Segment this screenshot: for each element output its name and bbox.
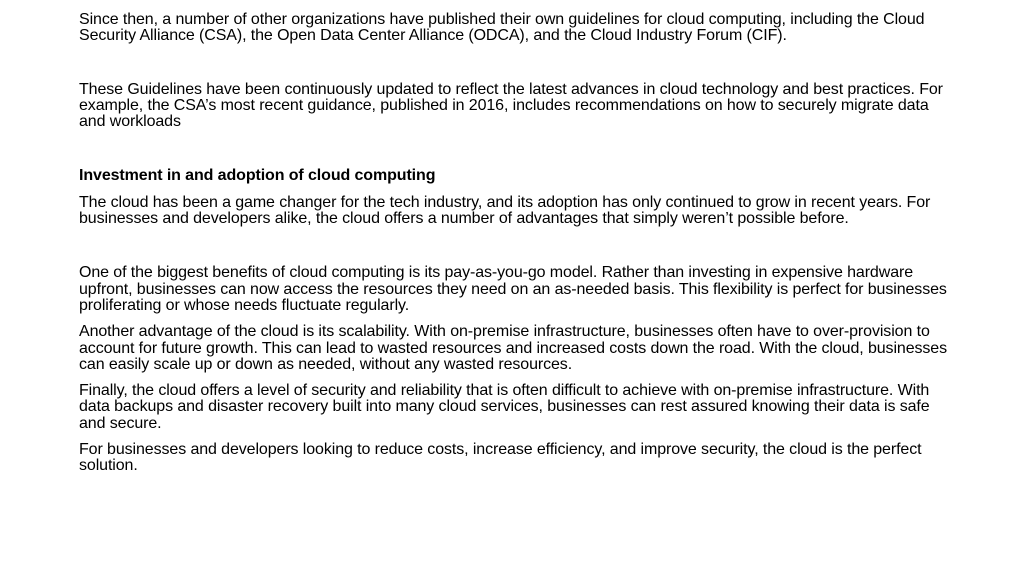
paragraph-guidelines-organizations: Since then, a number of other organizations have published their own guidelines for cloud computing, including the Cloud Security Alliance (CSA), the Open Data Center Alliance (ODCA), and the Cloud Industry Forum (CIF). xyxy=(79,11,925,45)
slide-text-body xyxy=(79,12,947,475)
section-heading: Investment in and adoption of cloud computing xyxy=(79,167,436,185)
paragraph-guidelines-updates: These Guidelines have been continuously updated to reflect the latest advances in cloud technology and best practices. For example, the CSA’s most recent guidance, published in 2016, includes recommendations on how to securely migrate data and workloads xyxy=(79,80,943,131)
paragraph-security-reliability: Finally, the cloud offers a level of security and reliability that is often difficult to achieve with on-premise infrastructure. With data backups and disaster recovery built into many cloud services, businesses can rest assured knowing their data is safe and secure. xyxy=(79,382,930,432)
paragraph-scalability: Another advantage of the cloud is its scalability. With on-premise infrastructure, businesses often have to over-provision to account for future growth. This can lead to wasted resources and increased costs down the road. With the cloud, businesses can easily scale up or down as needed, without any wasted resources. xyxy=(79,323,947,373)
paragraph-cloud-game-changer: The cloud has been a game changer for the tech industry, and its adoption has only continued to grow in recent years. For businesses and developers alike, the cloud offers a number of advantages that simply weren’t possible before. xyxy=(79,193,931,228)
paragraph-pay-as-you-go: One of the biggest benefits of cloud computing is its pay-as-you-go model. Rather than investing in expensive hardware upfront, businesses can now access the resources they need on an as-needed basis. This flexibility is perfect for businesses proliferating or whose needs fluctuate regularly. xyxy=(79,264,947,314)
paragraph-conclusion: For businesses and developers looking to reduce costs, increase efficiency, and improve security, the cloud is the perfect solution. xyxy=(79,441,922,475)
